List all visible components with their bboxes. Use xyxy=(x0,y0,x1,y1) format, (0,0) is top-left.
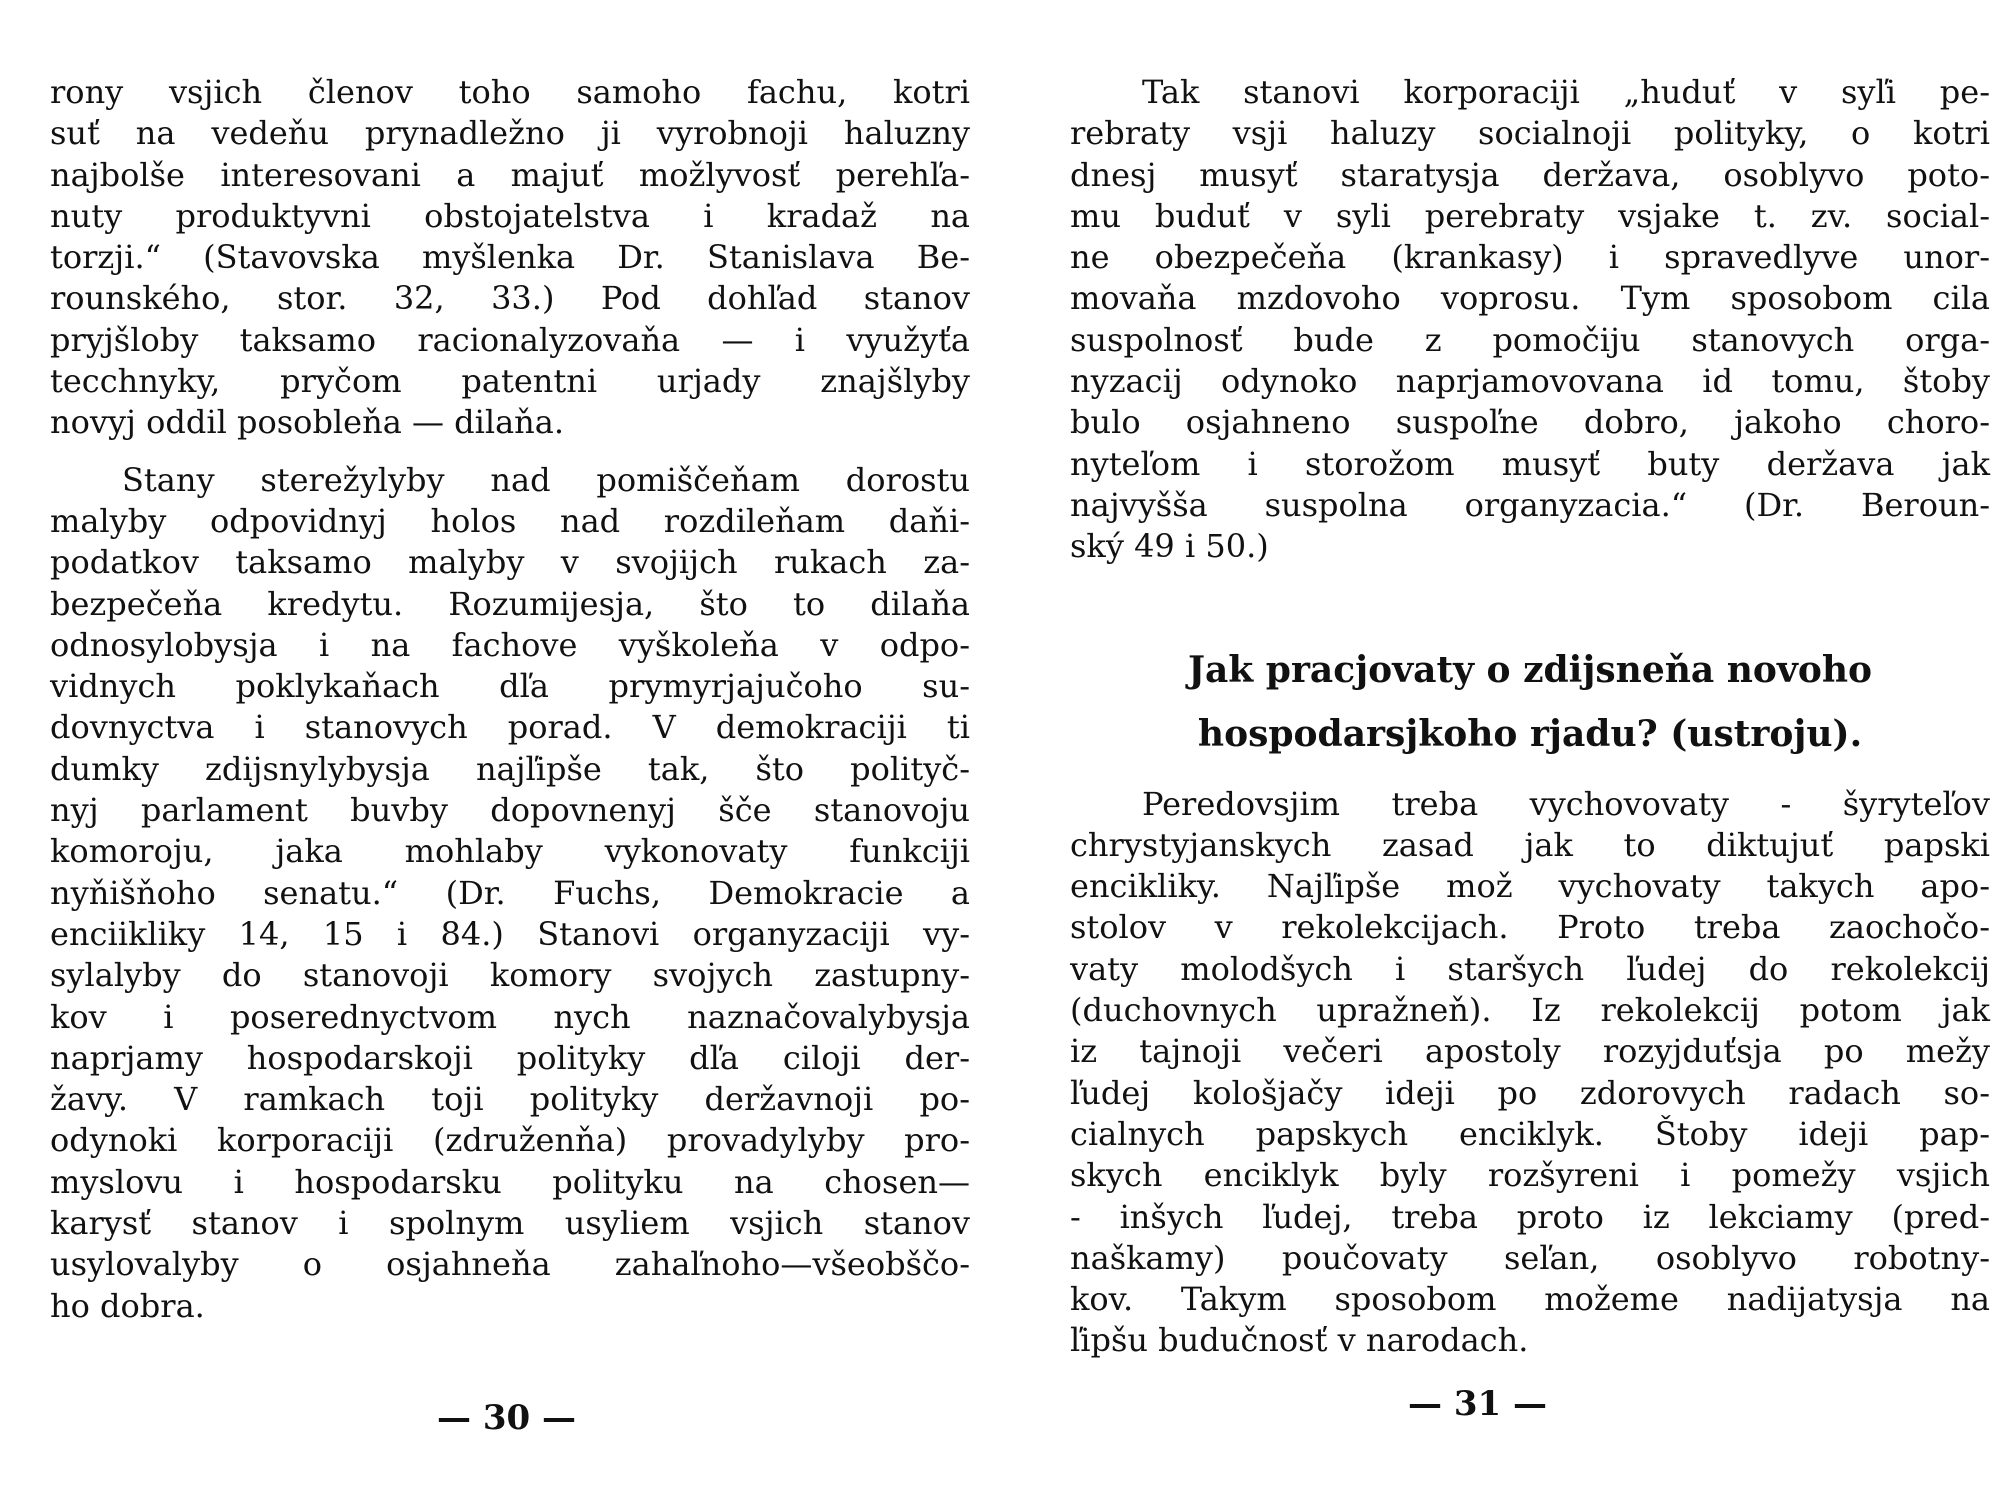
text-line: dumky zdijsnylybysja najľipše tak, što polityč- xyxy=(50,749,970,788)
text-line: vidnych poklykaňach dľa prymyrjajučoho su- xyxy=(50,667,970,706)
text-line: ho dobra. xyxy=(50,1286,205,1325)
right-paragraph-2 xyxy=(1070,784,1990,1362)
text-line: karysť stanov i spolnym usyliem vsjich stanov xyxy=(50,1204,970,1243)
text-line: naprjamy hospodarskoji polityky dľa ciloji der- xyxy=(50,1038,970,1077)
text-line: enciikliky 14, 15 i 84.) Stanovi organyzaciji vy- xyxy=(50,914,970,953)
text-line: usylovalyby o osjahneňa zahaľnoho—všeobščo- xyxy=(50,1245,970,1284)
text-line: žavy. V ramkach toji polityky deržavnoji po- xyxy=(50,1080,970,1119)
text-line: kov. Takym sposobom možeme nadijatysja na xyxy=(1070,1280,1990,1319)
text-line: ský 49 i 50.) xyxy=(1070,527,1269,566)
text-line: nyj parlament buvby dopovnenyj šče stanovoju xyxy=(50,791,970,830)
heading-line: hospodarsjkoho rjadu? (ustroju). xyxy=(1197,712,1863,755)
right-page xyxy=(1070,72,1990,1362)
heading-gap xyxy=(1070,766,1990,784)
text-line: ľipšu budučnosť v narodach. xyxy=(1070,1321,1529,1360)
text-line: suspolnosť bude z pomočiju stanovych orga- xyxy=(1070,320,1990,359)
text-line: rebraty vsji haluzy socialnoji polityky, o kotri xyxy=(1070,114,1990,153)
text-line: nuty produktyvni obstojatelstva i kradaž na xyxy=(50,196,970,235)
text-line: mu buduť v syli perebraty vsjake t. zv. social- xyxy=(1070,196,1990,235)
text-line: nyteľom i storožom musyť buty deržava jak xyxy=(1070,444,1990,483)
text-line: bulo osjahneno suspoľne dobro, jakoho choro- xyxy=(1070,403,1990,442)
text-line: ľudej kološjačy ideji po zdorovych radach so- xyxy=(1070,1073,1990,1112)
page-number-right: — 31 — xyxy=(1408,1384,1547,1424)
text-line: cialnych papskych enciklyk. Štoby ideji pap- xyxy=(1070,1114,1990,1153)
text-line: dnesj musyť staratysja deržava, osoblyvo poto- xyxy=(1070,155,1990,194)
text-line: - inšych ľudej, treba proto iz lekciamy (pred- xyxy=(1070,1197,1990,1236)
text-line: dovnyctva i stanovych porad. V demokraciji ti xyxy=(50,708,970,747)
text-line: torzji.“ (Stavovska myšlenka Dr. Stanislava Be- xyxy=(50,238,970,277)
text-line: rounského, stor. 32, 33.) Pod dohľad stanov xyxy=(50,279,970,318)
text-line: myslovu i hospodarsku polityku na chosen— xyxy=(50,1162,970,1201)
text-line: najvyšša suspolna organyzacia.“ (Dr. Beroun- xyxy=(1070,485,1990,524)
text-line: naškamy) poučovaty seľan, osoblyvo robotny- xyxy=(1070,1238,1990,1277)
text-line: (duchovnych upražneň). Iz rekolekcij potom jak xyxy=(1070,991,1990,1030)
text-line: novyj oddil posobleňa — dilaňa. xyxy=(50,403,565,442)
text-line: Peredovsjim treba vychovovaty - šyryteľov xyxy=(1142,784,1990,823)
text-line: kov i poserednyctvom nych naznačovalybysja xyxy=(50,997,970,1036)
text-line: chrystyjanskych zasad jak to diktujuť papski xyxy=(1070,825,1990,864)
text-line: rony vsjich členov toho samoho fachu, kotri xyxy=(50,73,970,111)
left-paragraph-1 xyxy=(50,72,970,444)
paragraph-gap xyxy=(50,444,970,460)
text-line: odynoki korporaciji (združenňa) provadylyby pro- xyxy=(50,1121,970,1160)
text-line: nyzacij odynoko naprjamovovana id tomu, štoby xyxy=(1070,362,1990,401)
page-number-left: — 30 — xyxy=(437,1398,576,1438)
heading-line: Jak pracjovaty o zdijsneňa novoho xyxy=(1187,648,1873,691)
text-line: najbolše interesovani a majuť možlyvosť perehľa- xyxy=(50,155,970,194)
right-paragraph-1 xyxy=(1070,72,1990,568)
text-line: skych enciklyk byly rozšyreni i pomežy vsjich xyxy=(1070,1156,1990,1195)
text-line: Tak stanovi korporaciji „huduť v syľi pe- xyxy=(1142,73,1990,111)
text-line: encikliky. Najľipše mož vychovaty takych apo- xyxy=(1070,867,1990,906)
text-line: bezpečeňa kredytu. Rozumijesja, što to dilaňa xyxy=(50,584,970,623)
text-line: sylalyby do stanovoji komory svojych zastupny- xyxy=(50,956,970,995)
text-line: tecchnyky, pryčom patentni urjady znajšlyby xyxy=(50,362,970,401)
text-line: nyňišňoho senatu.“ (Dr. Fuchs, Demokracie a xyxy=(50,873,970,912)
text-line: stolov v rekolekcijach. Proto treba zaochočo- xyxy=(1070,908,1990,947)
left-page xyxy=(50,72,970,1327)
text-line: malyby odpovidnyj holos nad rozdileňam daňi- xyxy=(50,501,970,540)
text-line: vaty molodšych i staršych ľudej do rekolekcij xyxy=(1070,949,1990,988)
text-line: ne obezpečeňa (krankasy) i spravedlyve unor- xyxy=(1070,238,1990,277)
left-paragraph-2 xyxy=(50,460,970,1327)
text-line: podatkov taksamo malyby v svojijch rukach za- xyxy=(50,543,970,582)
text-line: movaňa mzdovoho voprosu. Tym sposobom cila xyxy=(1070,279,1990,318)
text-line: odnosylobysja i na fachove vyškoleňa v odpo- xyxy=(50,625,970,664)
text-line: Stany sterežylyby nad pomiščeňam dorostu xyxy=(122,460,970,499)
text-line: suť na vedeňu prynadležno ji vyrobnoji haluzny xyxy=(50,114,970,153)
text-line: iz tajnoji večeri apostoly rozyjduťsja po mežy xyxy=(1070,1032,1990,1071)
text-line: pryjšloby taksamo racionalyzovaňa — i využyťa xyxy=(50,320,970,359)
text-line: komoroju, jaka mohlaby vykonovaty funkciji xyxy=(50,832,970,871)
section-heading xyxy=(1070,638,1990,766)
